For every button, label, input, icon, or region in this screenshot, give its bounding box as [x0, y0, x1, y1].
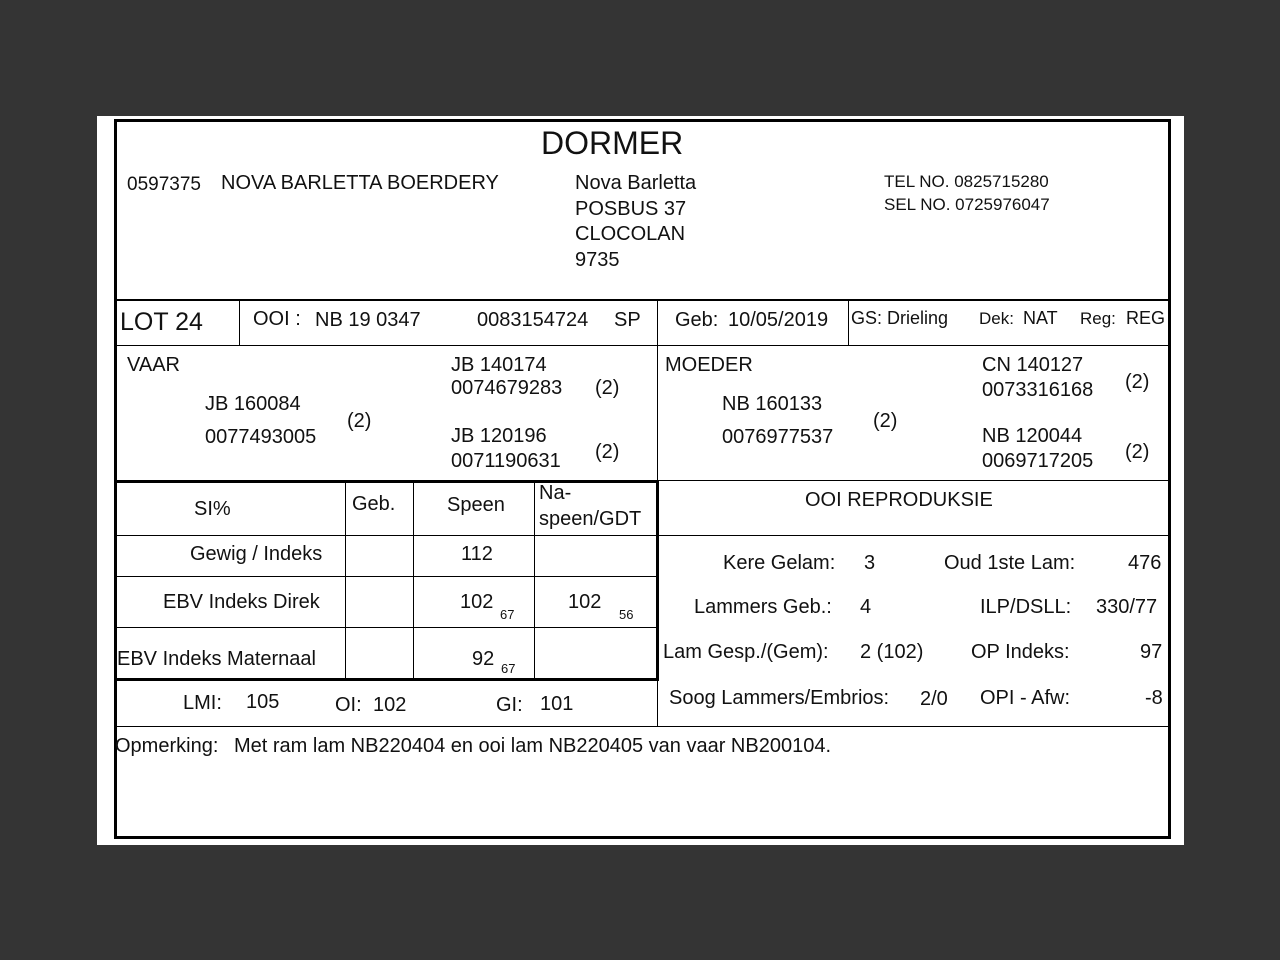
- lmi-label: LMI:: [183, 692, 222, 714]
- divider: [116, 678, 659, 681]
- gi-value: 101: [540, 693, 574, 715]
- farm-name: NOVA BARLETTA BOERDERY: [221, 172, 499, 194]
- dek-value: NAT: [1023, 308, 1058, 328]
- moeder-dam-grade: (2): [1125, 441, 1150, 463]
- opi-value: -8: [1145, 687, 1163, 709]
- row-label: EBV Indeks Maternaal: [117, 648, 316, 670]
- vaar-dam-number: 0071190631: [451, 450, 561, 472]
- divider: [116, 627, 659, 628]
- divider: [116, 535, 1170, 536]
- oud-value: 476: [1128, 552, 1162, 574]
- moeder-number: 0076977537: [722, 426, 834, 448]
- divider: [116, 726, 1170, 727]
- gs-status: GS: Drieling: [851, 308, 949, 328]
- soog-value: 2/0: [920, 688, 948, 710]
- vaar-sire-id: JB 140174: [451, 354, 547, 376]
- vaar-sire-grade: (2): [595, 377, 620, 399]
- col-header-si: SI%: [194, 498, 231, 520]
- address-line-2: POSBUS 37: [575, 198, 687, 220]
- vaar-number: 0077493005: [205, 426, 317, 448]
- lam-value: 2 (102): [860, 641, 924, 663]
- lammers-value: 4: [860, 596, 872, 618]
- farm-code: 0597375: [127, 174, 201, 195]
- col-header-speen: Speen: [447, 494, 505, 516]
- divider: [848, 300, 849, 346]
- moeder-sire-number: 0073316168: [982, 379, 1094, 401]
- row-label: EBV Indeks Direk: [163, 591, 320, 613]
- divider: [239, 300, 240, 346]
- ilp-value: 330/77: [1096, 596, 1158, 618]
- moeder-label: MOEDER: [665, 354, 753, 376]
- divider: [413, 482, 414, 679]
- speen-accuracy: 67: [500, 607, 515, 622]
- lmi-value: 105: [246, 691, 280, 713]
- soog-label: Soog Lammers/Embrios:: [669, 687, 890, 709]
- moeder-sire-grade: (2): [1125, 371, 1150, 393]
- naspeen-accuracy: 56: [619, 607, 634, 622]
- vaar-sire-number: 0074679283: [451, 377, 563, 399]
- breed-title: DORMER: [541, 125, 684, 161]
- reproduction-title: OOI REPRODUKSIE: [805, 489, 993, 511]
- divider: [116, 299, 1170, 301]
- lam-label: Lam Gesp./(Gem):: [663, 641, 829, 663]
- reg-label: Reg:: [1080, 309, 1116, 328]
- opi-label: OPI - Afw:: [980, 687, 1071, 709]
- ooi-suffix: SP: [614, 309, 641, 331]
- moeder-grade: (2): [873, 410, 898, 432]
- gi-label: GI:: [496, 694, 523, 716]
- ooi-id: NB 19 0347: [315, 309, 421, 331]
- speen-accuracy: 67: [501, 661, 516, 676]
- remark-text: Met ram lam NB220404 en ooi lam NB220405 van vaar NB200104.: [234, 735, 832, 757]
- speen-value: 102: [460, 591, 494, 613]
- ooi-number: 0083154724: [477, 309, 589, 331]
- naspeen-value: 102: [568, 591, 602, 613]
- col-header-naspeen-1: Na-: [539, 482, 572, 504]
- lammers-label: Lammers Geb.:: [694, 596, 832, 618]
- vaar-dam-grade: (2): [595, 441, 620, 463]
- row-label: Gewig / Indeks: [190, 543, 323, 565]
- vaar-label: VAAR: [127, 354, 180, 376]
- lot-label: LOT 24: [120, 308, 203, 336]
- speen-value: 112: [461, 543, 493, 565]
- oud-label: Oud 1ste Lam:: [944, 552, 1076, 574]
- tel-number: TEL NO. 0825715280: [884, 172, 1049, 191]
- ilp-label: ILP/DSLL:: [980, 596, 1072, 618]
- op-value: 97: [1140, 641, 1163, 663]
- remark-label: Opmerking:: [115, 735, 219, 757]
- address-line-1: Nova Barletta: [575, 172, 697, 194]
- lot-card: [97, 116, 1184, 845]
- vaar-grade: (2): [347, 410, 372, 432]
- oi-value: 102: [373, 694, 407, 716]
- vaar-dam-id: JB 120196: [451, 425, 547, 447]
- col-header-geb: Geb.: [352, 493, 396, 515]
- divider: [116, 576, 659, 577]
- divider: [116, 480, 659, 483]
- moeder-id: NB 160133: [722, 393, 823, 415]
- address-line-3: CLOCOLAN: [575, 223, 686, 245]
- geb-date: 10/05/2019: [728, 309, 829, 331]
- geb-label: Geb:: [675, 309, 719, 331]
- speen-value: 92: [472, 648, 495, 670]
- ooi-label: OOI :: [253, 308, 301, 330]
- op-label: OP Indeks:: [971, 641, 1070, 663]
- divider: [534, 482, 535, 679]
- divider: [116, 345, 1170, 346]
- vaar-id: JB 160084: [205, 393, 301, 415]
- divider: [656, 482, 659, 681]
- address-line-4: 9735: [575, 249, 620, 271]
- moeder-sire-id: CN 140127: [982, 354, 1084, 376]
- sel-number: SEL NO. 0725976047: [884, 195, 1050, 214]
- reg-value: REG: [1126, 308, 1166, 328]
- dek-label: Dek:: [979, 309, 1014, 328]
- kere-value: 3: [864, 552, 876, 574]
- kere-label: Kere Gelam:: [723, 552, 836, 574]
- moeder-dam-number: 0069717205: [982, 450, 1094, 472]
- divider: [345, 482, 346, 679]
- oi-label: OI:: [335, 694, 362, 716]
- col-header-naspeen-2: speen/GDT: [539, 508, 642, 530]
- moeder-dam-id: NB 120044: [982, 425, 1083, 447]
